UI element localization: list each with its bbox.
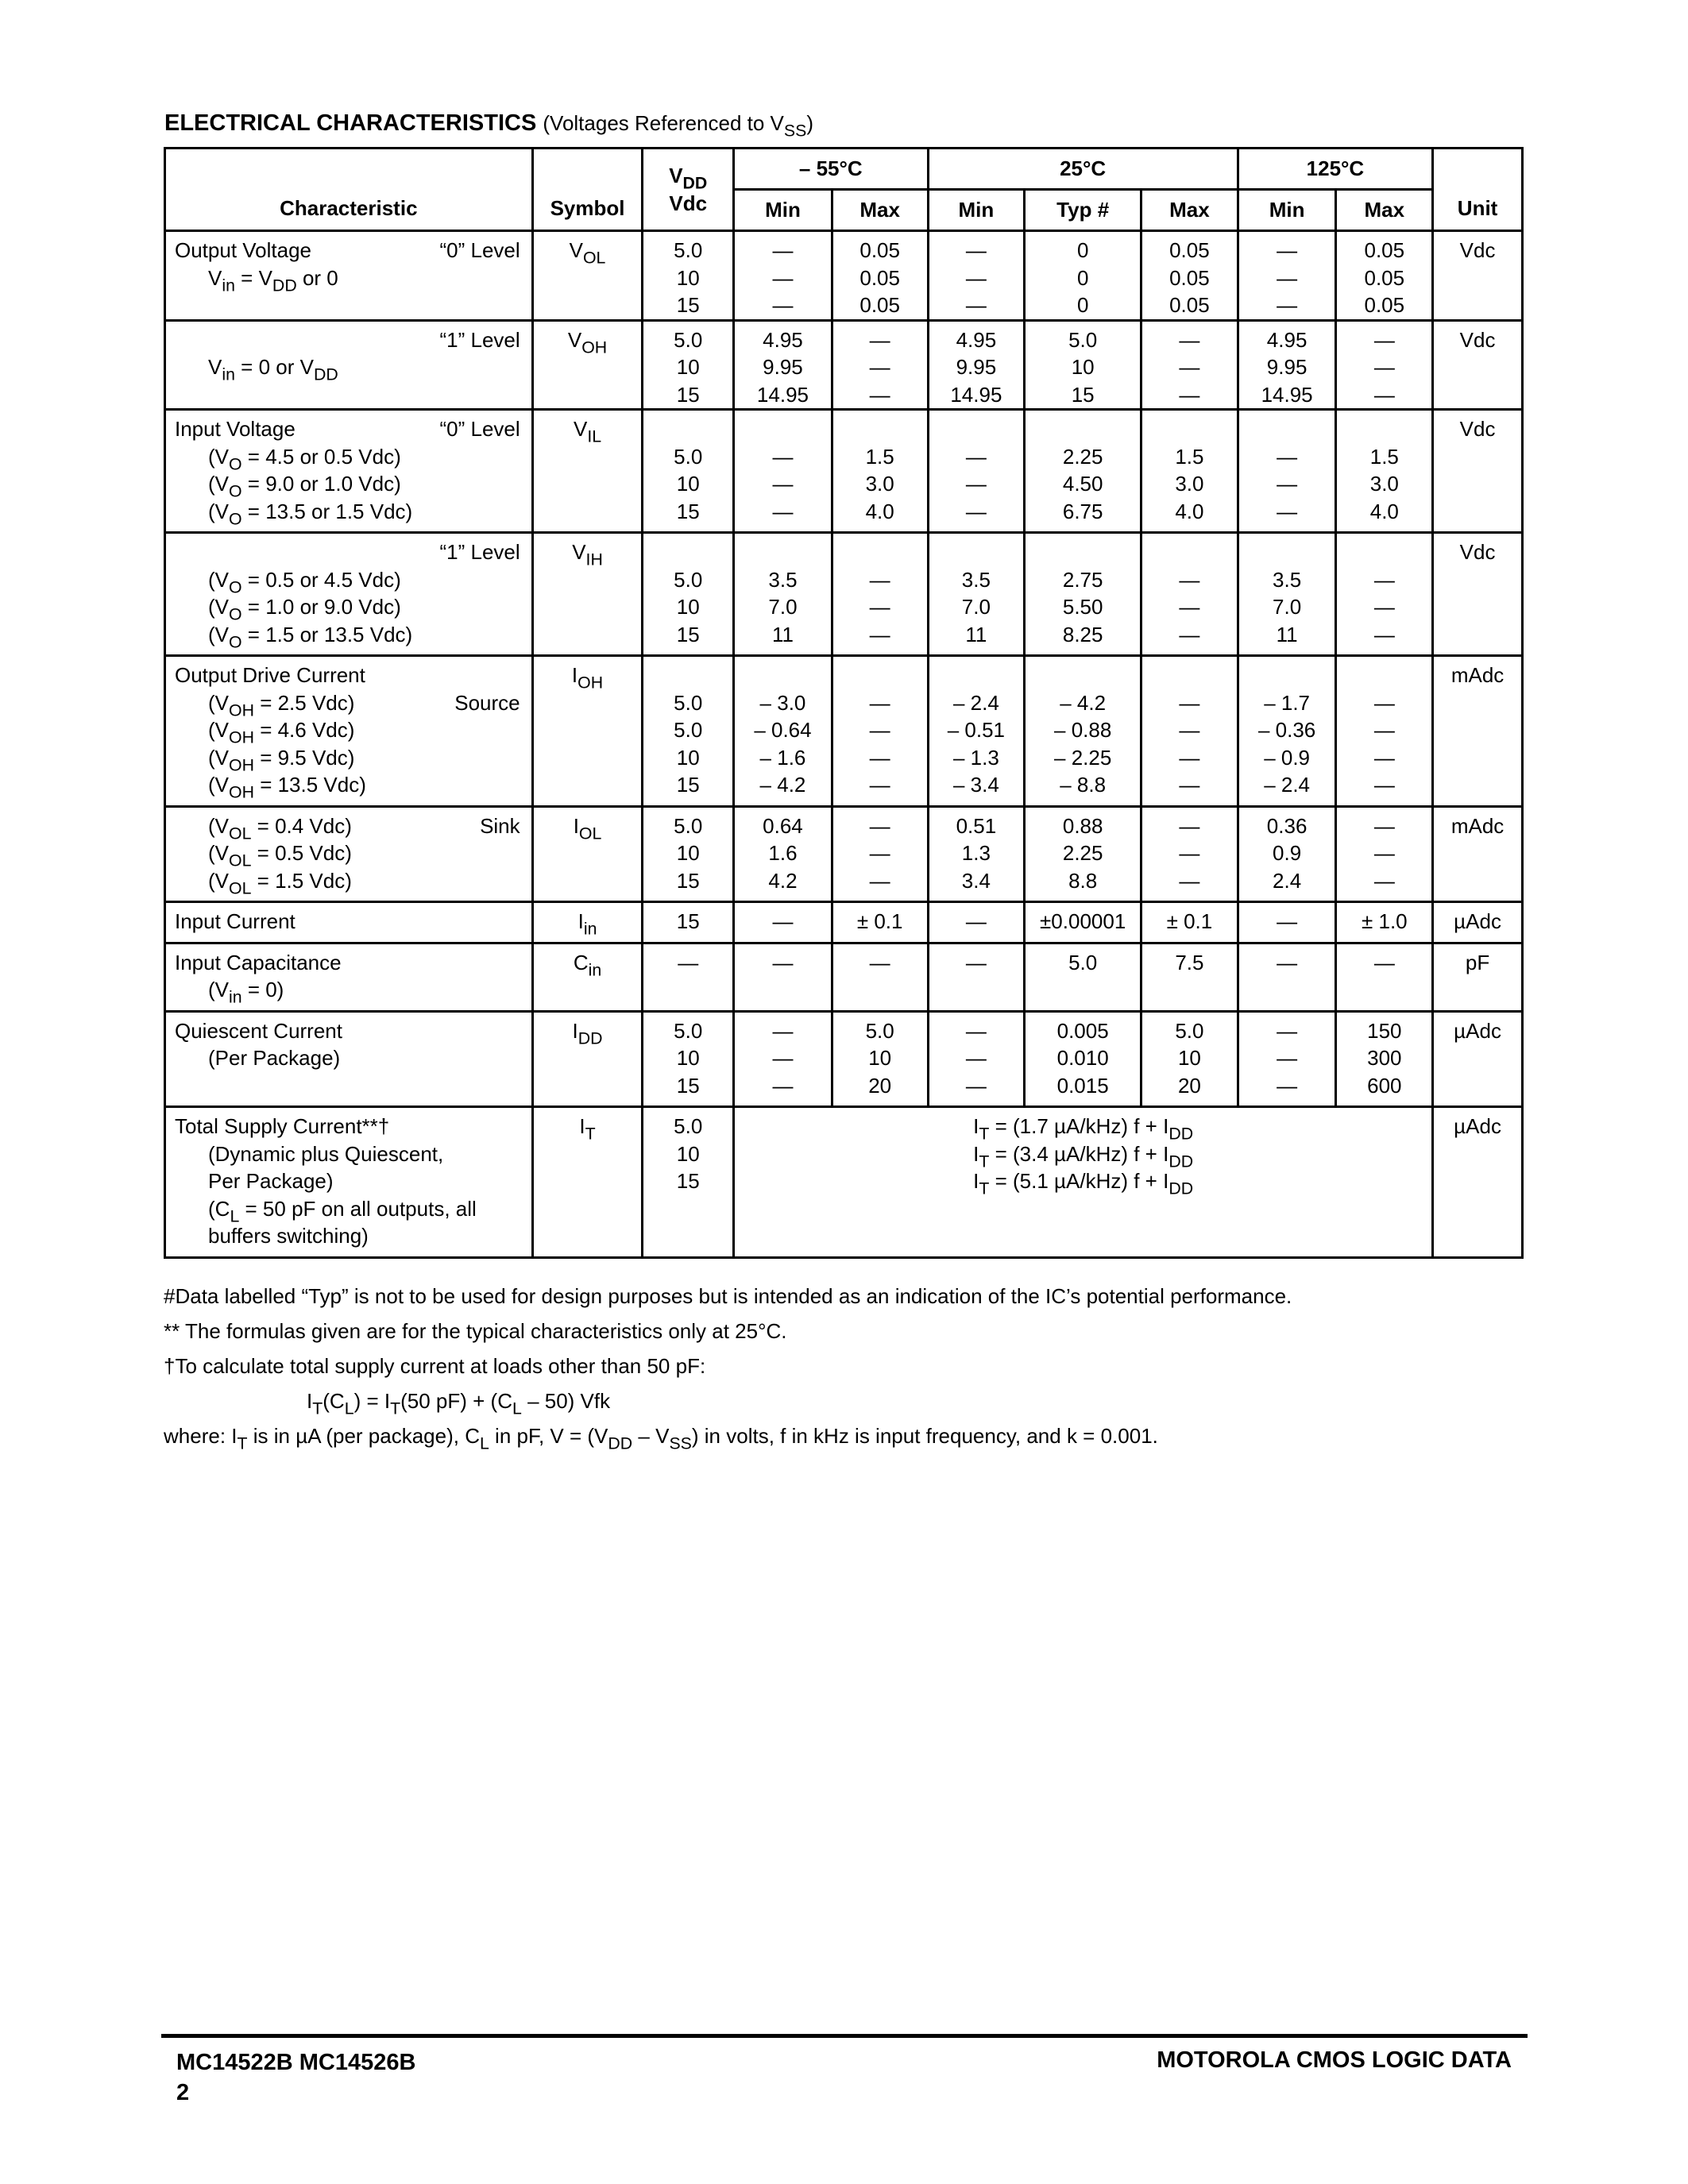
t125-min-cell: – 1.7 – 0.36 – 0.9 – 2.4 bbox=[1238, 656, 1336, 807]
table-row-it bbox=[165, 1107, 1523, 1258]
unit-cell: Vdc bbox=[1433, 533, 1523, 656]
symbol-cell: $I_{OH}$ bbox=[532, 656, 643, 807]
table-row-idd bbox=[165, 1011, 1523, 1107]
t25-max-cell: 0.05 0.05 0.05 bbox=[1141, 231, 1238, 321]
characteristic-cell: Output Drive Current ($V_{OH} = 2.5$ Vdc) Source ($V_{OH} = 4.6$ Vdc) ($V_{OH} = 9.5$ Vdc) ($V_{OH} = 13.5$ Vdc) bbox=[165, 656, 533, 807]
m55-min-cell: — — — bbox=[734, 1011, 832, 1107]
characteristic-cell: “1” Level $V_{in} = 0$ or $V_{DD}$ bbox=[165, 320, 533, 410]
m55-min-cell: 3.5 7.0 11 bbox=[734, 533, 832, 656]
t25-min-cell: — — — bbox=[928, 231, 1025, 321]
t25-typ-cell: – 4.2 – 0.88 – 2.25 – 8.8 bbox=[1025, 656, 1141, 807]
t25-max-cell: ± 0.1 bbox=[1141, 902, 1238, 943]
vdd-cell: 5.0 10 15 bbox=[643, 806, 734, 902]
m55-max-cell: ± 0.1 bbox=[832, 902, 928, 943]
section-title bbox=[164, 110, 814, 141]
t25-min-cell: — — — bbox=[928, 1011, 1025, 1107]
t25-typ-cell: 0.005 0.010 0.015 bbox=[1025, 1011, 1141, 1107]
t25-typ-cell: 0 0 0 bbox=[1025, 231, 1141, 321]
t25-min-cell: 3.5 7.0 11 bbox=[928, 533, 1025, 656]
footnote-dagger: †To calculate total supply current at loads other than 50 pF: bbox=[164, 1354, 706, 1378]
t125-max-cell: 0.05 0.05 0.05 bbox=[1336, 231, 1433, 321]
unit-cell: µAdc bbox=[1433, 1107, 1523, 1258]
t125-max-cell: — — — bbox=[1336, 320, 1433, 410]
symbol-cell: $V_{OL}$ bbox=[532, 231, 643, 321]
m55-max-cell: — — — bbox=[832, 533, 928, 656]
header-temp-25: 25°C bbox=[928, 149, 1238, 190]
t25-min-cell: — bbox=[928, 902, 1025, 943]
m55-min-cell: — bbox=[734, 943, 832, 1011]
t125-min-cell: — bbox=[1238, 902, 1336, 943]
t125-min-cell: 3.5 7.0 11 bbox=[1238, 533, 1336, 656]
unit-cell: µAdc bbox=[1433, 1011, 1523, 1107]
t25-max-cell: — — — bbox=[1141, 533, 1238, 656]
t125-max-cell: — — — bbox=[1336, 806, 1433, 902]
t25-typ-cell: ±0.00001 bbox=[1025, 902, 1141, 943]
vdd-cell: 5.0 10 15 bbox=[643, 320, 734, 410]
unit-cell: mAdc bbox=[1433, 656, 1523, 807]
t25-typ-cell: 5.0 10 15 bbox=[1025, 320, 1141, 410]
t125-max-cell: 150 300 600 bbox=[1336, 1011, 1433, 1107]
t125-max-cell: — bbox=[1336, 943, 1433, 1011]
m55-max-cell: 1.5 3.0 4.0 bbox=[832, 410, 928, 533]
footer-part-info bbox=[176, 2047, 415, 2108]
symbol-cell: $V_{IL}$ bbox=[532, 410, 643, 533]
footer-part-number: MC14522B MC14526B bbox=[176, 2050, 416, 2075]
t125-min-cell: — — — bbox=[1238, 231, 1336, 321]
characteristic-cell: Total Supply Current**† (Dynamic plus Quiescent, Per Package) ($C_L = 50$ pF on all outputs, all buffers switching) bbox=[165, 1107, 533, 1258]
footer-page-number: 2 bbox=[176, 2080, 190, 2105]
header-max: Max bbox=[1336, 190, 1433, 231]
header-symbol: Symbol bbox=[532, 149, 643, 231]
table-row-voh bbox=[165, 320, 1523, 410]
symbol-cell: $V_{IH}$ bbox=[532, 533, 643, 656]
characteristic-cell: ($V_{OL} = 0.4$ Vdc) Sink ($V_{OL} = 0.5$ Vdc) ($V_{OL} = 1.5$ Vdc) bbox=[165, 806, 533, 902]
t25-typ-cell: 5.0 bbox=[1025, 943, 1141, 1011]
m55-min-cell: – 3.0 – 0.64 – 1.6 – 4.2 bbox=[734, 656, 832, 807]
unit-cell: Vdc bbox=[1433, 231, 1523, 321]
symbol-cell: $I_T$ bbox=[532, 1107, 643, 1258]
unit-cell: pF bbox=[1433, 943, 1523, 1011]
t25-min-cell: – 2.4 – 0.51 – 1.3 – 3.4 bbox=[928, 656, 1025, 807]
t125-max-cell: 1.5 3.0 4.0 bbox=[1336, 410, 1433, 533]
footer-brand: MOTOROLA CMOS LOGIC DATA bbox=[1157, 2047, 1512, 2073]
symbol-cell: $I_{DD}$ bbox=[532, 1011, 643, 1107]
unit-cell: Vdc bbox=[1433, 320, 1523, 410]
t25-max-cell: 1.5 3.0 4.0 bbox=[1141, 410, 1238, 533]
t25-typ-cell: 0.88 2.25 8.8 bbox=[1025, 806, 1141, 902]
t25-typ-cell: 2.25 4.50 6.75 bbox=[1025, 410, 1141, 533]
header-typ: Typ # bbox=[1025, 190, 1141, 231]
characteristic-cell: “1” Level ($V_O = 0.5$ or 4.5 Vdc) ($V_O = 1.0$ or 9.0 Vdc) ($V_O = 1.5$ or 13.5 Vdc) bbox=[165, 533, 533, 656]
t25-max-cell: 5.0 10 20 bbox=[1141, 1011, 1238, 1107]
unit-cell: mAdc bbox=[1433, 806, 1523, 902]
characteristic-cell: Input Current bbox=[165, 902, 533, 943]
unit-cell: Vdc bbox=[1433, 410, 1523, 533]
symbol-cell: $I_{in}$ bbox=[532, 902, 643, 943]
electrical-characteristics-table bbox=[164, 147, 1524, 1259]
t25-max-cell: — — — bbox=[1141, 320, 1238, 410]
title-reference: (Voltages Referenced to $V_{SS}$) bbox=[543, 111, 814, 141]
formula-cell: $I_T = (1.7$ µA/kHz) $f + I_{DD}$ $I_T = (3.4$ µA/kHz) $f + I_{DD}$ $I_T = (5.1$ µA/kHz) $f + I_{DD}$ bbox=[734, 1107, 1433, 1258]
t125-min-cell: 4.95 9.95 14.95 bbox=[1238, 320, 1336, 410]
header-max: Max bbox=[832, 190, 928, 231]
vdd-cell: 5.0 10 15 bbox=[643, 533, 734, 656]
footnote-formulas: ** The formulas given are for the typical characteristics only at 25°C. bbox=[164, 1319, 787, 1343]
symbol-cell: $C_{in}$ bbox=[532, 943, 643, 1011]
m55-min-cell: — bbox=[734, 902, 832, 943]
m55-max-cell: — — — — bbox=[832, 656, 928, 807]
t25-min-cell: — — — bbox=[928, 410, 1025, 533]
header-min: Min bbox=[928, 190, 1025, 231]
t25-max-cell: — — — — bbox=[1141, 656, 1238, 807]
m55-min-cell: — — — bbox=[734, 410, 832, 533]
table-row-vih bbox=[165, 533, 1523, 656]
vdd-cell: 15 bbox=[643, 902, 734, 943]
t25-max-cell: 7.5 bbox=[1141, 943, 1238, 1011]
t25-min-cell: 0.51 1.3 3.4 bbox=[928, 806, 1025, 902]
m55-min-cell: — — — bbox=[734, 231, 832, 321]
header-min: Min bbox=[734, 190, 832, 231]
t125-max-cell: — — — — bbox=[1336, 656, 1433, 807]
footnote-typ: #Data labelled “Typ” is not to be used for design purposes but is intended as an indication of the IC’s potential performance. bbox=[164, 1284, 1292, 1308]
t25-typ-cell: 2.75 5.50 8.25 bbox=[1025, 533, 1141, 656]
m55-max-cell: — bbox=[832, 943, 928, 1011]
header-vdd: $V_{DD}$ Vdc bbox=[643, 149, 734, 231]
m55-max-cell: 5.0 10 20 bbox=[832, 1011, 928, 1107]
characteristic-cell: Input Capacitance $(V_{in} = 0)$ bbox=[165, 943, 533, 1011]
header-max: Max bbox=[1141, 190, 1238, 231]
footnote-where: where: $I_T$ is in µA (per package), $C_L$ in pF, $V = (V_{DD} - V_{SS})$ in volts, f in kHz is input frequency, and k = 0.001. bbox=[164, 1424, 1158, 1453]
t125-min-cell: — — — bbox=[1238, 410, 1336, 533]
characteristic-cell: Quiescent Current (Per Package) bbox=[165, 1011, 533, 1107]
vdd-cell: 5.0 5.0 10 15 bbox=[643, 656, 734, 807]
vdd-cell: — bbox=[643, 943, 734, 1011]
title-main: ELECTRICAL CHARACTERISTICS bbox=[164, 110, 537, 136]
table-row-vol bbox=[165, 231, 1523, 321]
vdd-cell: 5.0 10 15 bbox=[643, 231, 734, 321]
header-min: Min bbox=[1238, 190, 1336, 231]
characteristic-cell: Input Voltage “0” Level ($V_O = 4.5$ or 0.5 Vdc) ($V_O = 9.0$ or 1.0 Vdc) ($V_O = 13.5$ or 1.5 Vdc) bbox=[165, 410, 533, 533]
m55-max-cell: — — — bbox=[832, 806, 928, 902]
m55-min-cell: 4.95 9.95 14.95 bbox=[734, 320, 832, 410]
symbol-cell: $V_{OH}$ bbox=[532, 320, 643, 410]
footnote-equation: $I_T(C_L) = I_T(50$ $pF) + (C_L - 50)$ Vfk bbox=[307, 1389, 611, 1418]
vdd-cell: 5.0 10 15 bbox=[643, 1011, 734, 1107]
table-row-iol bbox=[165, 806, 1523, 902]
footer-rule bbox=[161, 2034, 1528, 2038]
header-unit: Unit bbox=[1433, 149, 1523, 231]
header-temp-125: 125°C bbox=[1238, 149, 1432, 190]
t25-max-cell: — — — bbox=[1141, 806, 1238, 902]
m55-max-cell: — — — bbox=[832, 320, 928, 410]
t125-max-cell: — — — bbox=[1336, 533, 1433, 656]
vdd-cell: 5.0 10 15 bbox=[643, 1107, 734, 1258]
table-row-cin bbox=[165, 943, 1523, 1011]
t125-min-cell: — — — bbox=[1238, 1011, 1336, 1107]
header-characteristic: Characteristic bbox=[165, 149, 533, 231]
footnotes bbox=[164, 1279, 1292, 1453]
t125-min-cell: — bbox=[1238, 943, 1336, 1011]
table-row-ioh bbox=[165, 656, 1523, 807]
symbol-cell: $I_{OL}$ bbox=[532, 806, 643, 902]
characteristic-cell: Output Voltage “0” Level $V_{in} = V_{DD}$ or 0 bbox=[165, 231, 533, 321]
t125-min-cell: 0.36 0.9 2.4 bbox=[1238, 806, 1336, 902]
t25-min-cell: 4.95 9.95 14.95 bbox=[928, 320, 1025, 410]
table-row-vil bbox=[165, 410, 1523, 533]
unit-cell: µAdc bbox=[1433, 902, 1523, 943]
t25-min-cell: — bbox=[928, 943, 1025, 1011]
m55-min-cell: 0.64 1.6 4.2 bbox=[734, 806, 832, 902]
vdd-cell: 5.0 10 15 bbox=[643, 410, 734, 533]
m55-max-cell: 0.05 0.05 0.05 bbox=[832, 231, 928, 321]
table-row-iin bbox=[165, 902, 1523, 943]
header-temp-minus55: – 55°C bbox=[734, 149, 928, 190]
t125-max-cell: ± 1.0 bbox=[1336, 902, 1433, 943]
